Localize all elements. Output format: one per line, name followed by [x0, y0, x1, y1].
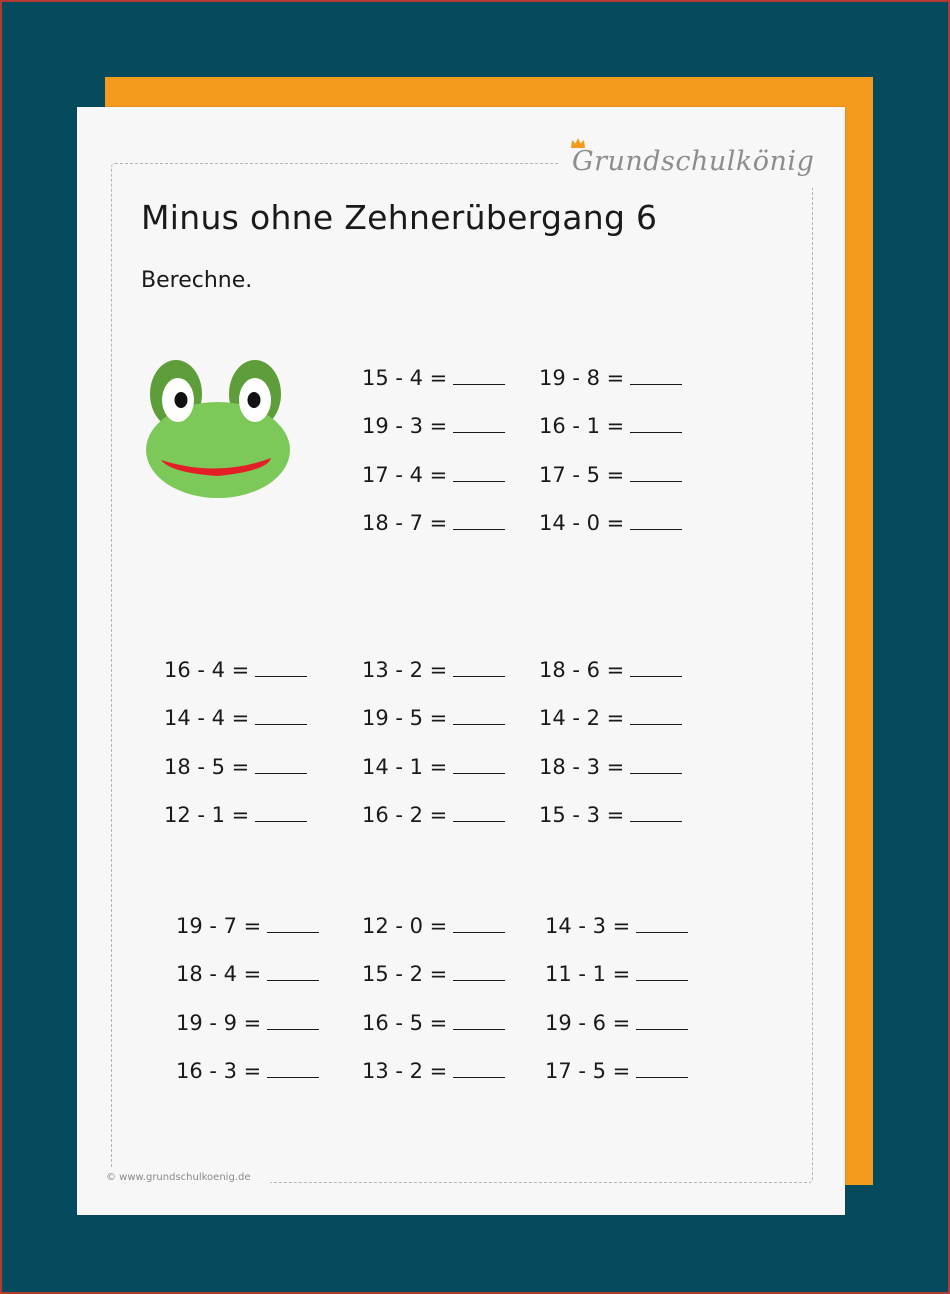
answer-blank[interactable] — [267, 1009, 319, 1030]
problem-row: 12 - 1 = — [164, 800, 307, 830]
instruction-text: Berechne. — [141, 268, 253, 293]
problem-row: 16 - 3 = — [176, 1056, 319, 1086]
problem-row: 19 - 9 = — [176, 1008, 319, 1038]
problem-row: 19 - 7 = — [176, 911, 319, 941]
problem-row: 15 - 2 = — [362, 959, 505, 989]
answer-blank[interactable] — [453, 364, 505, 385]
answer-blank[interactable] — [255, 753, 307, 774]
answer-blank[interactable] — [267, 960, 319, 981]
problem-row: 16 - 1 = — [539, 411, 682, 441]
problem-row: 12 - 0 = — [362, 911, 505, 941]
answer-blank[interactable] — [630, 656, 682, 677]
answer-blank[interactable] — [636, 912, 688, 933]
answer-blank[interactable] — [255, 656, 307, 677]
problem-row: 16 - 5 = — [362, 1008, 505, 1038]
problem-row: 16 - 2 = — [362, 800, 505, 830]
page-title: Minus ohne Zehnerübergang 6 — [141, 198, 658, 237]
answer-blank[interactable] — [453, 1009, 505, 1030]
problem-row: 18 - 5 = — [164, 752, 307, 782]
problem-row: 19 - 8 = — [539, 363, 682, 393]
answer-blank[interactable] — [630, 801, 682, 822]
answer-blank[interactable] — [267, 912, 319, 933]
problem-row: 17 - 5 = — [545, 1056, 688, 1086]
frog-illustration — [143, 352, 293, 500]
answer-blank[interactable] — [636, 1009, 688, 1030]
answer-blank[interactable] — [453, 704, 505, 725]
problem-row: 18 - 3 = — [539, 752, 682, 782]
answer-blank[interactable] — [453, 1057, 505, 1078]
problem-row: 19 - 6 = — [545, 1008, 688, 1038]
answer-blank[interactable] — [630, 364, 682, 385]
problem-row: 13 - 2 = — [362, 1056, 505, 1086]
answer-blank[interactable] — [630, 412, 682, 433]
answer-blank[interactable] — [630, 704, 682, 725]
problem-row: 19 - 5 = — [362, 703, 505, 733]
problem-row: 14 - 1 = — [362, 752, 505, 782]
problem-row: 11 - 1 = — [545, 959, 688, 989]
problem-row: 18 - 7 = — [362, 508, 505, 538]
answer-blank[interactable] — [630, 461, 682, 482]
problem-row: 17 - 5 = — [539, 460, 682, 490]
problem-row: 15 - 3 = — [539, 800, 682, 830]
problem-row: 13 - 2 = — [362, 655, 505, 685]
answer-blank[interactable] — [630, 753, 682, 774]
answer-blank[interactable] — [636, 1057, 688, 1078]
answer-blank[interactable] — [255, 704, 307, 725]
problem-row: 14 - 3 = — [545, 911, 688, 941]
problem-row: 14 - 4 = — [164, 703, 307, 733]
answer-blank[interactable] — [453, 960, 505, 981]
brand-logo-text: Grundschulkönig — [572, 146, 815, 177]
problem-row: 18 - 6 = — [539, 655, 682, 685]
problem-row: 19 - 3 = — [362, 411, 505, 441]
answer-blank[interactable] — [453, 753, 505, 774]
answer-blank[interactable] — [453, 801, 505, 822]
answer-blank[interactable] — [453, 412, 505, 433]
problem-row: 18 - 4 = — [176, 959, 319, 989]
problem-row: 14 - 0 = — [539, 508, 682, 538]
problem-row: 17 - 4 = — [362, 460, 505, 490]
problem-row: 15 - 4 = — [362, 363, 505, 393]
answer-blank[interactable] — [453, 656, 505, 677]
answer-blank[interactable] — [453, 509, 505, 530]
answer-blank[interactable] — [453, 912, 505, 933]
answer-blank[interactable] — [453, 461, 505, 482]
answer-blank[interactable] — [630, 509, 682, 530]
answer-blank[interactable] — [636, 960, 688, 981]
problem-row: 14 - 2 = — [539, 703, 682, 733]
answer-blank[interactable] — [255, 801, 307, 822]
problem-row: 16 - 4 = — [164, 655, 307, 685]
footer-copyright: © www.grundschulkoenig.de — [106, 1172, 251, 1183]
answer-blank[interactable] — [267, 1057, 319, 1078]
